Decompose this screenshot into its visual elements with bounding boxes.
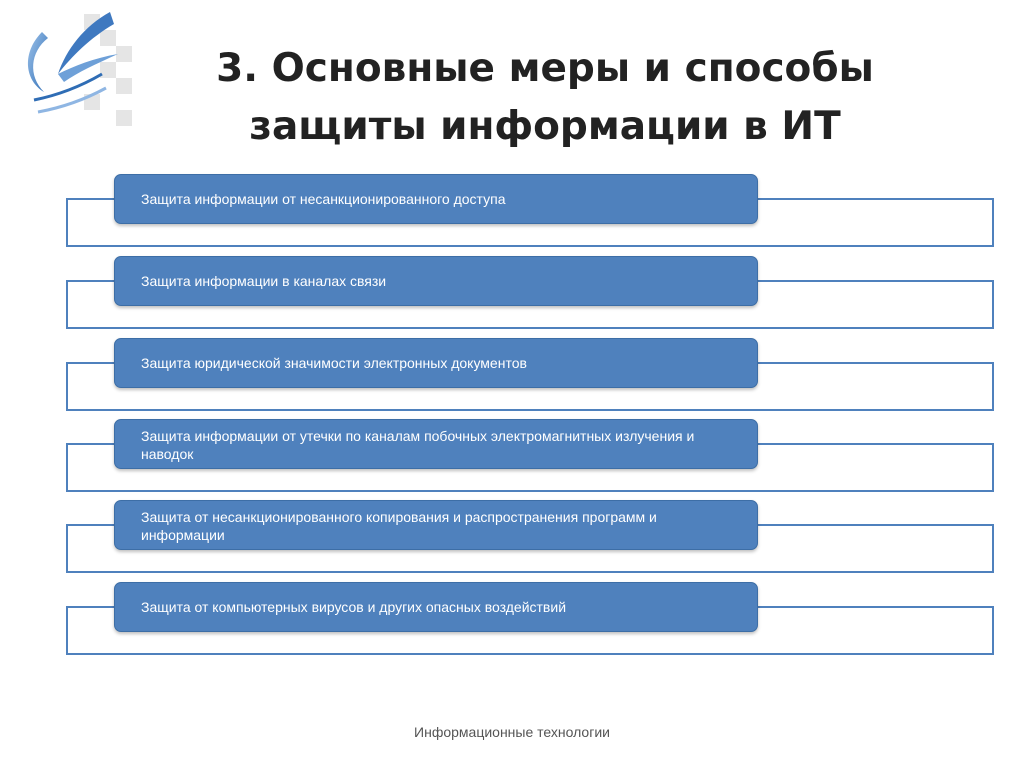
slide-footer: Информационные технологии [414, 724, 610, 740]
item-label: Защита информации в каналах связи [141, 273, 387, 289]
item-bar [114, 419, 758, 469]
item-label: Защита от компьютерных вирусов и других опасных воздействий [141, 599, 567, 615]
item-bar [114, 500, 758, 550]
item-label: Защита от несанкционированного копирования и распространения программ и информации [141, 509, 657, 543]
title-line-2: защиты информации в ИТ [249, 104, 841, 149]
item-bar [114, 174, 758, 224]
item-label: Защита юридической значимости электронных документов [141, 355, 527, 371]
title-line-1: 3. Основные меры и способы [216, 46, 874, 91]
item-label: Защита информации от несанкционированного доступа [141, 191, 506, 207]
item-bar [114, 582, 758, 632]
item-bar [114, 338, 758, 388]
item-bar [114, 256, 758, 306]
item-label: Защита информации от утечки по каналам побочных электромагнитных излучения и наводок [141, 428, 695, 462]
